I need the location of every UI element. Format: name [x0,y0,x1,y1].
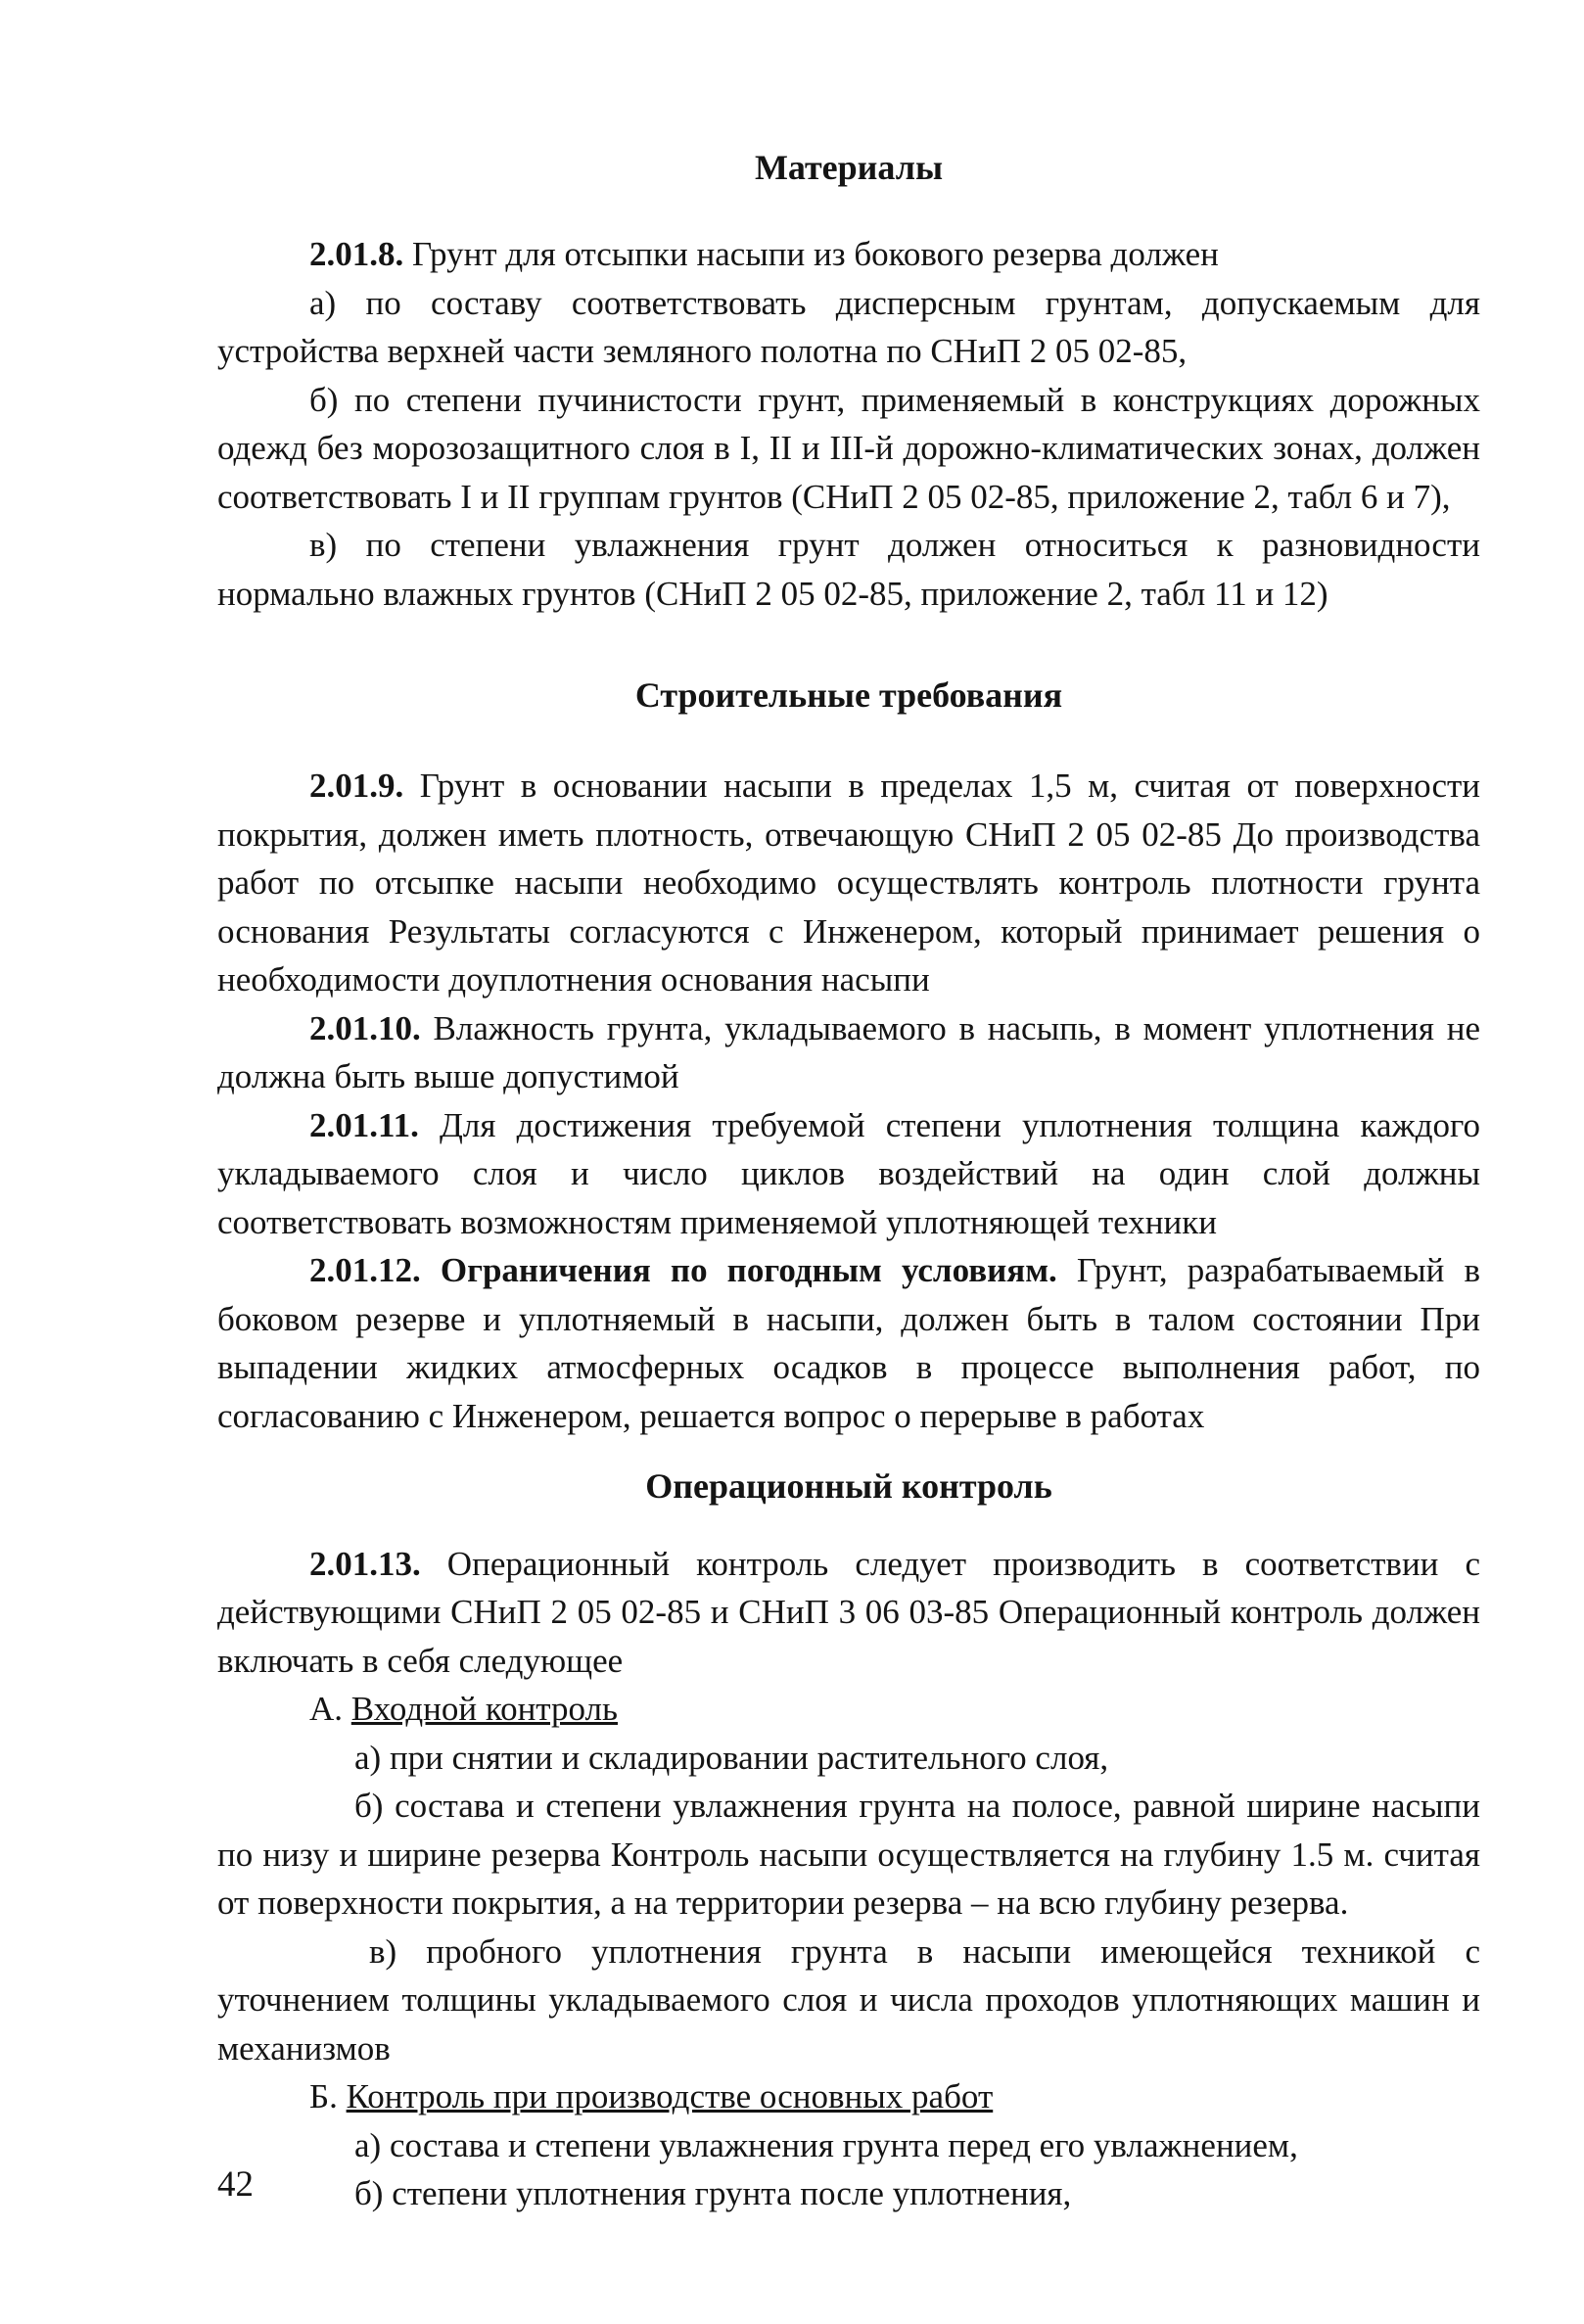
section-heading-operational: Операционный контроль [645,1466,1052,1507]
control-a-letter: А. [309,1690,344,1729]
clause-number: 2.01.9. [309,767,404,806]
paragraph-2-01-8 [217,230,1480,279]
section-heading-materials: Материалы [754,148,944,187]
control-a-title: Входной контроль [350,1690,618,1729]
page-number: 42 [217,2164,254,2205]
control-b-item-b: б) степени уплотнения грунта после уплотнения, [354,2174,1072,2213]
clause-text: Грунт, разрабатываемый в боковом резерве и уплотняемый в насыпи, должен быть в талом состоянии При выпадении жидких атмосферных осадков в процессе выполнения работ, по согласованию с Инженером, решается вопрос о перерыве в работах [217,1251,1480,1435]
paragraph-2-01-9 [217,762,1480,1004]
control-a-item-v: в) пробного уплотнения грунта в насыпи имеющейся техникой с уточнением толщины укладываемого слоя и числа проходов уплотняющих машин и механизмов [217,1931,1480,2068]
clause-text: Грунт для отсыпки насыпи из бокового резерва должен [403,235,1219,274]
control-b-item-a: а) состава и степени увлажнения грунта перед его увлажнением, [354,2125,1298,2164]
section-heading-construction: Строительные требования [634,675,1063,716]
page-content [217,147,1480,2218]
subitem-2-01-8-b: б) по степени пучинистости грунт, применяемый в конструкциях дорожных одежд без морозозащитного слоя в I, II и III-й дорожно-климатических зонах, должен соответствовать I и II группам грунтов (СНиП 2 05 02-85, приложение 2, табл 6 и 7), [217,380,1480,516]
paragraph-2-01-12 [217,1246,1480,1440]
clause-number: 2.01.12. [309,1251,421,1290]
control-a-item-a: а) при снятии и складировании растительного слоя, [354,1738,1109,1777]
subitem-2-01-8-v: в) по степени увлажнения грунт должен относиться к разновидности нормально влажных грунтов (СНиП 2 05 02-85, приложение 2, табл 11 и 12) [217,526,1480,613]
clause-number: 2.01.11. [309,1105,419,1144]
paragraph-2-01-10 [217,1004,1480,1101]
control-a-heading [217,1685,1480,1734]
paragraph-2-01-13 [217,1540,1480,1686]
control-a-item-b: б) состава и степени увлажнения грунта на полосе, равной ширине насыпи по низу и ширине резерва Контроль насыпи осуществляется на глубину 1.5 м. считая от поверхности покрытия, а на территории резерва – на всю глубину резерва. [217,1787,1480,1923]
paragraph-2-01-11 [217,1101,1480,1247]
clause-text: Грунт в основании насыпи в пределах 1,5 м, считая от поверхности покрытия, должен иметь плотность, отвечающую СНиП 2 05 02-85 До производства работ по отсыпке насыпи необходимо осуществлять контроль плотности грунта основания Результаты согласуются с Инженером, который принимает решения о необходимости доуплотнения основания насыпи [217,767,1480,999]
clause-text: Операционный контроль следует производить в соответствии с действующими СНиП 2 05 02-85 и СНиП 3 06 03-85 Операционный контроль должен включать в себя следующее [217,1544,1480,1680]
clause-text: Для достижения требуемой степени уплотнения толщина каждого укладываемого слоя и число циклов воздействий на один слой должны соответствовать возможностям применяемой уплотняющей техники [217,1105,1480,1241]
control-b-title: Контроль при производстве основных работ [346,2077,994,2116]
control-b-heading [217,2072,1480,2121]
clause-number: 2.01.10. [309,1008,421,1047]
clause-text: Влажность грунта, укладываемого в насыпь, в момент уплотнения не должна быть выше допустимой [217,1008,1480,1096]
clause-bold-title: Ограничения по погодным условиям. [420,1251,1057,1290]
control-b-letter: Б. [309,2077,338,2116]
clause-number: 2.01.13. [309,1544,421,1583]
subitem-2-01-8-a: а) по составу соответствовать дисперсным грунтам, допускаемым для устройства верхней части земляного полотна по СНиП 2 05 02-85, [217,283,1480,371]
clause-number: 2.01.8. [309,235,404,274]
